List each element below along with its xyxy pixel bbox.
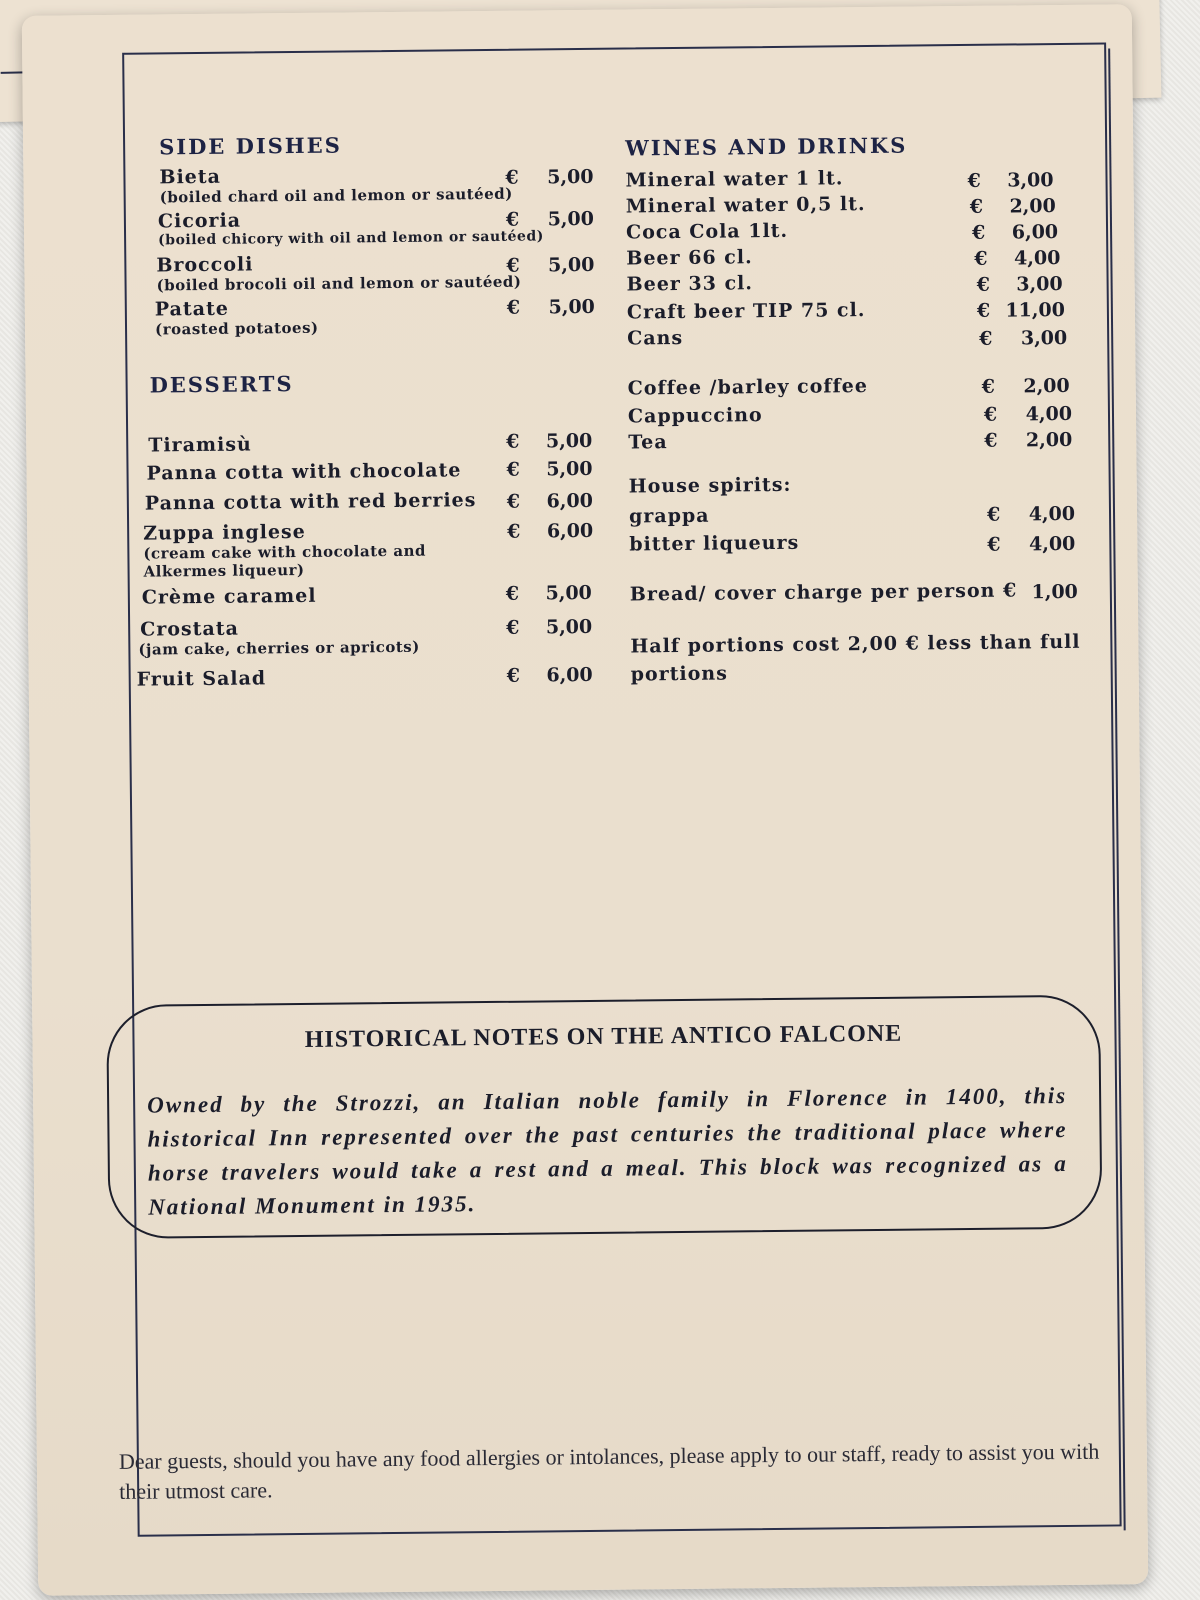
currency-symbol: €	[506, 254, 520, 277]
desserts-heading: DESSERTS	[149, 371, 294, 398]
menu-item-price: 5,00	[548, 295, 595, 319]
menu-card	[22, 4, 1148, 1596]
menu-item-price: 3,00	[1020, 326, 1068, 350]
menu-item-name: Cappuccino	[627, 404, 763, 428]
currency-symbol: €	[506, 458, 520, 481]
menu-item-note: (boiled chicory with oil and lemon or sautéed)	[158, 228, 544, 249]
historical-notes-text: Owned by the Strozzi, an Italian noble family in Florence in 1400, this historical Inn represented over the past centuries the traditional place where horse travelers would take a rest and a meal. This block was recognized as a National Monument in 1935.	[147, 1082, 1068, 1220]
half-portions-note: Half portions cost 2,00 € less than full	[630, 630, 1081, 658]
cover-charge-price: 1,00	[1031, 580, 1078, 604]
menu-item-price: 2,00	[1023, 374, 1070, 398]
menu-item-price: 6,00	[546, 663, 593, 687]
menu-item-note: (cream cake with chocolate and	[143, 541, 427, 563]
menu-item-price: 3,00	[1007, 169, 1054, 192]
menu-item-note: (boiled brocoli oil and lemon or sautéed)	[156, 272, 522, 295]
spirits-heading: House spirits:	[628, 473, 792, 498]
menu-item-price: 4,00	[1013, 246, 1061, 270]
menu-item-price: 5,00	[545, 581, 592, 605]
currency-symbol: €	[507, 520, 521, 543]
cover-charge-label: Bread/ cover charge per person €	[629, 579, 1018, 606]
menu-item-price: 2,00	[1009, 195, 1056, 218]
menu-item-name: bitter liqueurs	[629, 531, 800, 556]
half-portions-note: portions	[630, 662, 728, 686]
historical-notes-box	[106, 995, 1102, 1239]
menu-item-name: Coca Cola 1lt.	[625, 219, 789, 244]
menu-item-price: 11,00	[1005, 298, 1066, 322]
menu-item-name: Panna cotta with chocolate	[146, 459, 462, 485]
currency-symbol: €	[971, 221, 986, 244]
menu-item-name: Beer 66 cl.	[626, 246, 753, 270]
menu-item-price: 5,00	[545, 615, 593, 639]
menu-item-price: 4,00	[1028, 532, 1076, 556]
currency-symbol: €	[976, 299, 991, 322]
menu-item-name: Cans	[627, 326, 684, 350]
menu-item-name: Craft beer TIP 75 cl.	[626, 299, 866, 324]
currency-symbol: €	[505, 166, 519, 189]
menu-item-name: Coffee /barley coffee	[627, 375, 869, 400]
menu-item-note: (boiled chard oil and lemon or sautéed)	[159, 184, 513, 207]
menu-item-name: grappa	[628, 504, 710, 528]
menu-item-name: Panna cotta with red berries	[144, 489, 477, 515]
menu-item-note: (roasted potatoes)	[154, 318, 319, 339]
menu-item-price: 6,00	[1011, 221, 1059, 244]
menu-item-note: Alkermes liqueur)	[143, 560, 305, 581]
side-dishes-heading: SIDE DISHES	[159, 132, 342, 160]
currency-symbol: €	[506, 664, 521, 687]
menu-item-name: Crostata	[140, 617, 239, 641]
menu-item-name: Zuppa inglese	[143, 520, 306, 545]
currency-symbol: €	[983, 403, 998, 426]
currency-symbol: €	[969, 195, 984, 218]
currency-symbol: €	[505, 208, 520, 231]
menu-item-note: (jam cake, cherries or apricots)	[138, 637, 420, 659]
menu-item-price: 5,00	[547, 165, 594, 189]
menu-item-name: Mineral water 1 lt.	[625, 167, 844, 192]
historical-notes-title: HISTORICAL NOTES ON THE ANTICO FALCONE	[304, 1020, 903, 1053]
menu-item-name: Broccoli	[156, 253, 254, 277]
currency-symbol: €	[984, 429, 998, 452]
currency-symbol: €	[981, 375, 996, 398]
menu-item-price: 2,00	[1025, 428, 1073, 452]
menu-item-price: 6,00	[546, 519, 594, 543]
currency-symbol: €	[506, 490, 521, 513]
currency-symbol: €	[505, 582, 520, 605]
currency-symbol: €	[506, 296, 521, 319]
menu-item-price: 6,00	[546, 489, 593, 513]
menu-item-name: Tea	[628, 431, 668, 454]
currency-symbol: €	[987, 533, 1001, 556]
menu-item-name: Crème caramel	[141, 584, 317, 609]
currency-symbol: €	[986, 503, 1001, 526]
menu-item-name: Fruit Salad	[136, 667, 267, 691]
currency-symbol: €	[976, 273, 990, 296]
menu-item-price: 3,00	[1016, 272, 1063, 296]
currency-symbol: €	[506, 430, 520, 453]
menu-item-price: 5,00	[545, 429, 593, 453]
menu-item-price: 4,00	[1025, 402, 1073, 426]
menu-item-name: Beer 33 cl.	[626, 272, 754, 296]
menu-item-name: Mineral water 0,5 lt.	[625, 193, 866, 218]
currency-symbol: €	[967, 169, 981, 192]
currency-symbol: €	[979, 327, 993, 350]
menu-item-name: Tiramisù	[148, 433, 252, 457]
drinks-heading: WINES AND DRINKS	[625, 132, 908, 161]
currency-symbol: €	[506, 616, 520, 639]
menu-item-name: Patate	[154, 297, 229, 321]
menu-item-price: 4,00	[1028, 502, 1076, 526]
menu-item-price: 5,00	[546, 457, 593, 481]
card-border-frame	[122, 43, 1121, 1537]
menu-item-price: 5,00	[548, 253, 595, 277]
menu-item-name: Bieta	[159, 165, 222, 189]
menu-item-price: 5,00	[547, 207, 595, 231]
allergy-notice: Dear guests, should you have any food allergies or intolances, please apply to our staff, ready to assist you with their utmost care.	[118, 1438, 1100, 1504]
menu-item-name: Cicoria	[157, 209, 242, 233]
currency-symbol: €	[974, 247, 988, 270]
